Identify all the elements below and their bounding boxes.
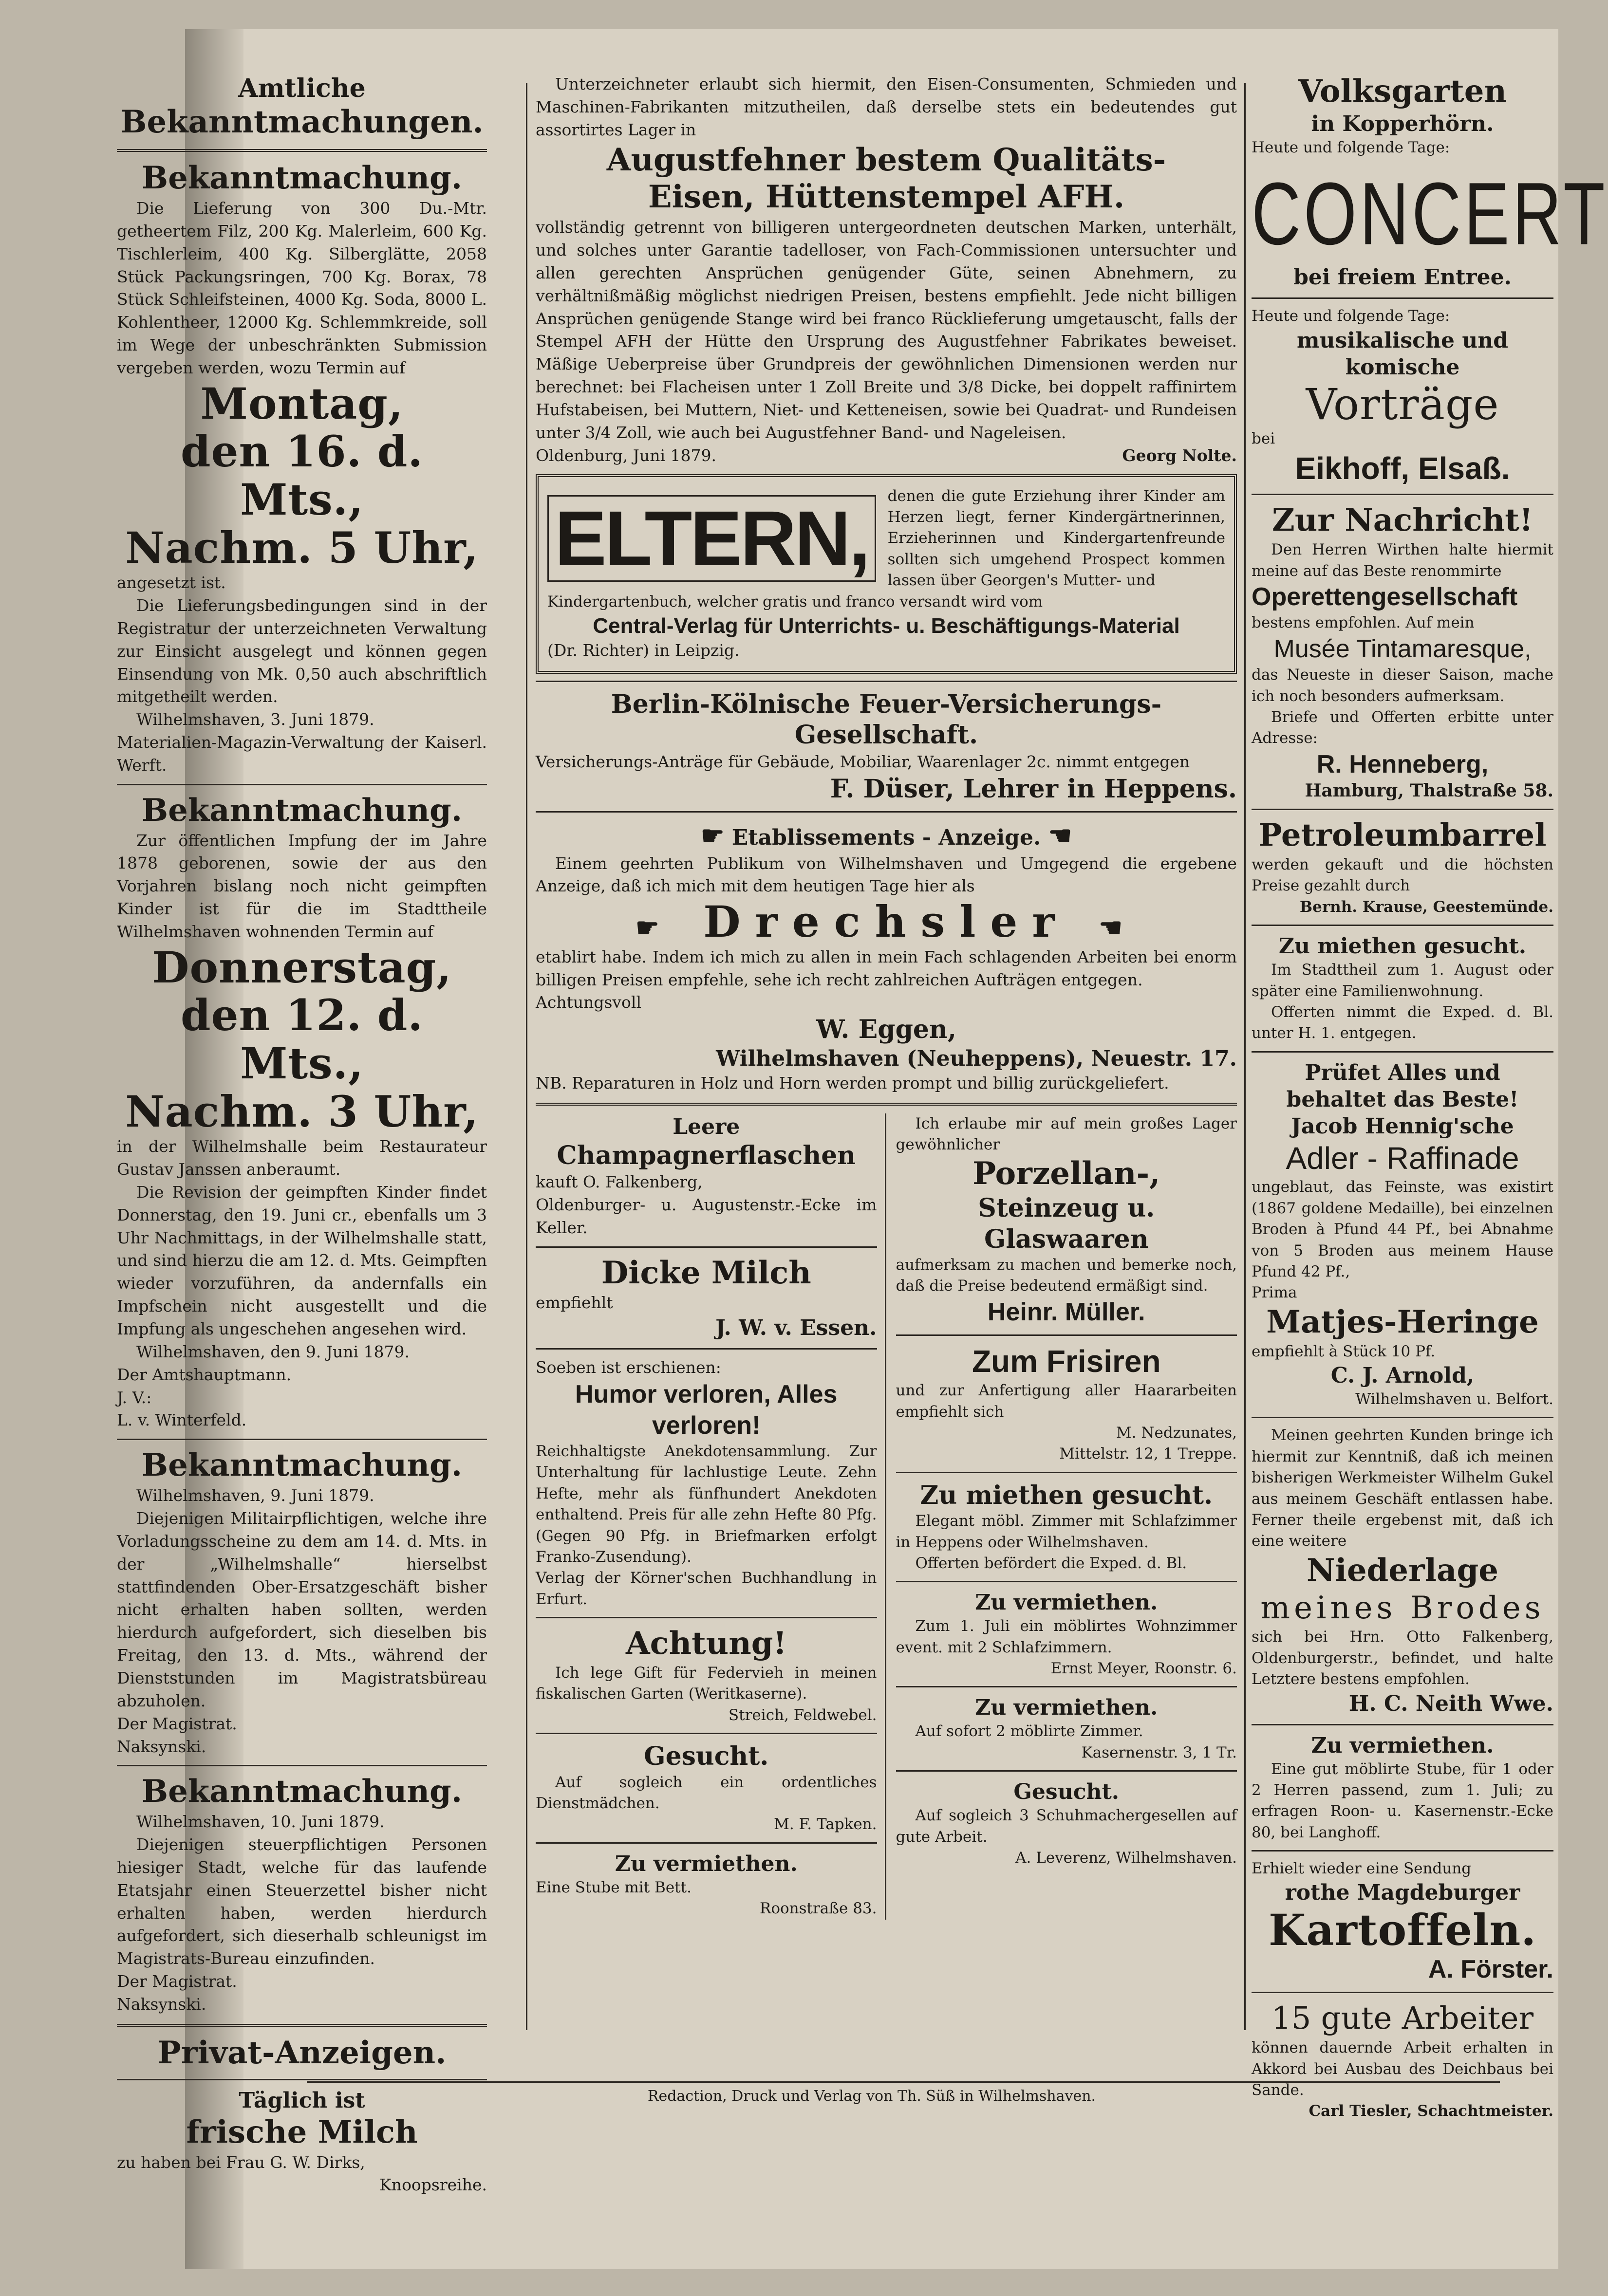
ad-title: 15 gute Arbeiter	[1271, 2000, 1534, 2037]
divider	[117, 2024, 487, 2027]
subcolumn-left	[536, 1113, 886, 1920]
ad-title: Zum Frisiren	[972, 1344, 1161, 1379]
divider	[896, 1686, 1237, 1687]
notice-militair	[117, 1447, 487, 1758]
ad-title: CONCERT	[1252, 164, 1608, 263]
ad-title: Petroleumbarrel	[1258, 817, 1547, 854]
divider	[536, 1842, 877, 1844]
ad-title: meines Brodes	[1260, 1590, 1545, 1626]
divider	[536, 811, 1237, 813]
subcolumn-right	[896, 1113, 1237, 1920]
ad-title	[536, 819, 1237, 852]
ad-title: Vorträge	[1306, 379, 1499, 429]
ad-place: Oldenburg, Juni 1879.	[536, 445, 717, 465]
ad-title: Humor verloren, Alles verloren!	[575, 1380, 838, 1440]
notice-text: angesetzt ist.	[117, 573, 226, 593]
divider	[1252, 1051, 1553, 1053]
ad-text: kauft O. Falkenberg,	[536, 1172, 703, 1192]
ad-title-text: Drechsler	[703, 896, 1069, 947]
ad-title: Zu miethen gesucht.	[920, 1480, 1213, 1510]
ad-title: Adler - Raffinade	[1286, 1140, 1519, 1176]
divider	[1252, 1724, 1553, 1725]
imprint	[185, 2081, 1558, 2105]
ad-text: Verlag der Körner'schen Buchhandlung in Erfurt.	[536, 1569, 877, 1608]
ad-note: NB. Reparaturen in Holz und Horn werden prompt und billig zurückgeliefert.	[536, 1073, 1169, 1092]
ad-text: bestens empfohlen. Auf mein	[1252, 614, 1475, 632]
notice-text: Die Lieferungsbedingungen sind in der Registratur der unterzeichneten Verwaltung zur Einsicht ausgelegt und können gegen Einsendung von Mk. 0,50 auch abschriftlich mitgetheilt werden.	[117, 595, 487, 706]
divider	[1252, 925, 1553, 926]
ad-henneberg	[1252, 502, 1553, 802]
ad-text: ungeblaut, das Feinste, was existirt (1867 goldene Medaille), bei einzelnen Broden à Pfund 44 Pf., bei Abnahme von 5 Broden aus meinem Hause Pfund 42 Pf.,	[1252, 1178, 1553, 1281]
ad-title: Prüfet Alles und behaltet das Beste!	[1286, 1060, 1519, 1112]
notice-signature: Der Magistrat.	[117, 1714, 237, 1733]
ad-title: Volksgarten	[1298, 73, 1507, 110]
notice-date: Montag,	[200, 378, 404, 429]
divider	[1252, 1417, 1553, 1418]
ad-niederlage	[1252, 1425, 1553, 1717]
ad-subtitle: in Kopperhörn.	[1311, 111, 1494, 136]
notice-signature: J. V.:	[117, 1388, 152, 1407]
ad-subtitle: musikalische und komische	[1296, 328, 1509, 380]
ad-text: etablirt habe. Indem ich mich zu allen in mein Fach schlagenden Arbeiten bei enorm billigen Preisen empfehle, sehe ich recht zahlreichen Aufträgen entgegen.	[536, 947, 1237, 989]
pointing-hand-right-icon: ☛	[700, 820, 725, 851]
column-right	[1252, 73, 1608, 2122]
ad-text: Meinen geehrten Kunden bringe ich hiermit zur Kenntniß, daß ich meinen bisherigen Werkmeister Wilhelm Gukel aus meinem Geschäft entlassen habe. Ferner theile ergebenst mit, daß ich eine weitere	[1252, 1426, 1553, 1550]
ad-text: Auf sogleich 3 Schuhmachergesellen auf gute Arbeit.	[896, 1807, 1237, 1846]
notice-material	[117, 160, 487, 777]
notice-signature: Naksynski.	[117, 1737, 206, 1756]
ad-text: können dauernde Arbeit erhalten in Akkord bei Ausbau des Deichbaus bei Sande.	[1252, 2039, 1553, 2099]
ad-zu-miethen	[1252, 933, 1553, 1044]
notice-steuer	[117, 1773, 487, 2016]
ad-text: aufmerksam zu machen und bemerke noch, daß die Preise bedeutend ermäßigt sind.	[896, 1256, 1237, 1295]
ad-text: empfiehlt	[536, 1293, 613, 1313]
pointing-hand-right-icon: ☛	[636, 912, 674, 944]
ad-title: Zu vermiethen.	[1311, 1733, 1494, 1758]
ad-title: Gesellschaft.	[794, 720, 978, 750]
notice-text: Die Lieferung von 300 Du.-Mtr. getheertem Filz, 200 Kg. Malerleim, 600 Kg. Tischlerleim, 400 Kg. Silberglätte, 2058 Stück Packungsringen, 700 Kg. Borax, 78 Stück Schleifsteinen, 4000 Kg. Soda, 8000 L. Kohlentheer, 12000 Kg. Schlemmkreide, soll im Wege der unbeschränkten Submission vergeben werden, wozu Termin auf	[117, 199, 487, 378]
ad-raffinade	[1252, 1059, 1553, 1410]
ad-signature: A. Leverenz, Wilhelmshaven.	[1015, 1849, 1237, 1867]
imprint-text: Redaction, Druck und Verlag von Th. Süß in Wilhelmshaven.	[647, 2088, 1096, 2105]
ad-title: Operettengesellschaft	[1252, 582, 1518, 611]
ad-vermiethen	[1252, 1732, 1553, 1844]
ad-text: Soeben ist erschienen:	[536, 1358, 721, 1377]
divider	[117, 1439, 487, 1440]
ad-signature: Streich, Feldwebel.	[728, 1706, 877, 1724]
divider	[1252, 297, 1553, 299]
ad-signature: Bernh. Krause, Geestemünde.	[1299, 898, 1553, 916]
notice-text: Diejenigen steuerpflichtigen Personen hiesiger Stadt, welche für das laufende Etatsjahr einen Steuerzettel bisher nicht erhalten haben, werden hierdurch aufgefordert, sich dieserhalb schleunigst im Magistrats-Bureau einzufinden.	[117, 1835, 487, 1968]
divider	[896, 1770, 1237, 1772]
ad-signature: Georg Nolte.	[1122, 445, 1237, 465]
notice-text: Zur öffentlichen Impfung der im Jahre 1878 geborenen, sowie der aus den Vorjahren bislang noch nicht geimpften Kinder ist für die im Stadttheile Wilhelmshaven wohnenden Termin auf	[117, 831, 487, 942]
divider	[117, 784, 487, 785]
divider	[896, 1472, 1237, 1473]
section-heading: Privat-Anzeigen.	[157, 2034, 447, 2071]
ad-title: Zu miethen gesucht.	[1278, 934, 1527, 959]
ad-address: Kasernenstr. 3, 1 Tr.	[1081, 1743, 1237, 1761]
ad-kartoffeln	[1252, 1858, 1553, 1985]
notice-signature: L. v. Winterfeld.	[117, 1410, 247, 1430]
ad-title: Kartoffeln.	[1269, 1905, 1536, 1956]
ad-title: Gesucht.	[1013, 1779, 1120, 1805]
ad-subtitle: bei freiem Entree.	[1293, 265, 1512, 290]
ad-text: Eine Stube mit Bett.	[536, 1878, 692, 1896]
notice-date: den 12. d. Mts.,	[180, 990, 424, 1089]
ad-text: Den Herren Wirthen halte hiermit meine auf das Beste renommirte	[1252, 541, 1553, 580]
ad-signature: M. F. Tapken.	[774, 1815, 877, 1833]
ad-address: Roonstraße 83.	[759, 1900, 877, 1918]
ad-text: empfiehlt à Stück 10 Pf.	[1252, 1342, 1436, 1360]
ad-text: Eine gut möblirte Stube, für 1 oder 2 Herren passend, zum 1. Juli; zu erfragen Roon- u. Kasernenstr.-Ecke 80, bei Langhoff.	[1252, 1760, 1553, 1841]
notice-text: Diejenigen Militairpflichtigen, welche ihre Vorladungsscheine zu dem am 14. d. Mts. in der „Wilhelmshalle“ hierselbst stattfindenden Ober-Ersatzgeschäft bisher nicht erhalten haben sollten, werden hierdurch aufgefordert, sich dieselben bis Freitag, den 13. d. Mts., während der Dienststunden im Magistratsbüreau abzuholen.	[117, 1508, 487, 1710]
ad-title: Niederlage	[1307, 1552, 1498, 1589]
ad-address: Knoopsreihe.	[379, 2175, 487, 2195]
ad-text: Ich erlaube mir auf mein großes Lager gewöhnlicher	[896, 1114, 1237, 1154]
ad-text: und zur Anfertigung aller Haararbeiten empfiehlt sich	[896, 1382, 1237, 1421]
ad-title: Gesucht.	[644, 1741, 769, 1772]
ad-title: frische Milch	[186, 2113, 418, 2150]
ad-text: Offerten befördert die Exped. d. Bl.	[915, 1554, 1187, 1572]
ad-subtitle: rothe Magdeburger	[1285, 1880, 1520, 1906]
divider	[536, 1617, 877, 1618]
ad-address: Oldenburger- u. Augustenstr.-Ecke im Keller.	[536, 1195, 877, 1237]
divider	[1252, 1850, 1553, 1852]
ad-line: Täglich ist	[239, 2088, 365, 2113]
divider	[307, 2081, 1500, 2083]
ad-text: Elegant möbl. Zimmer mit Schlafzimmer in Heppens oder Wilhelmshaven.	[896, 1512, 1237, 1551]
ad-text: sich bei Hrn. Otto Falkenberg, Oldenburgerstr., befindet, und halte Letztere bestens empfohlen.	[1252, 1628, 1553, 1688]
ad-text: Auf sofort 2 möblirte Zimmer.	[915, 1722, 1143, 1741]
ad-signature: C. J. Arnold,	[1330, 1363, 1475, 1389]
notice-signature: Naksynski.	[117, 1995, 206, 2014]
ad-address: Wilhelmshaven (Neuheppens), Neuestr. 17.	[716, 1046, 1237, 1071]
ad-title: Champagnerflaschen	[557, 1140, 856, 1170]
ad-signature: Heinr. Müller.	[987, 1297, 1145, 1326]
divider	[536, 1246, 877, 1248]
ad-publisher: (Dr. Richter) in Leipzig.	[547, 640, 740, 660]
ad-address: Hamburg, Thalstraße 58.	[1305, 780, 1553, 801]
ad-address: Wilhelmshaven u. Belfort.	[1355, 1390, 1553, 1408]
ad-text: Ich lege Gift für Federvieh in meinen fiskalischen Garten (Weritkaserne).	[536, 1664, 877, 1703]
ad-title: Leere	[673, 1114, 740, 1139]
notice-place: Wilhelmshaven, 10. Juni 1879.	[136, 1812, 385, 1832]
section-heading: Bekanntmachungen.	[120, 104, 484, 141]
ad-signature: M. Nedzunates,	[1116, 1424, 1237, 1442]
notice-text: in der Wilhelmshalle beim Restaurateur Gustav Janssen anberaumt.	[117, 1137, 487, 1179]
divider	[896, 1334, 1237, 1336]
ad-text: Unterzeichneter erlaubt sich hiermit, den Eisen-Consumenten, Schmieden und Maschinen-Fabrikanten mitzutheilen, daß derselbe stets ein bedeutendes gut assortirtes Lager in	[536, 74, 1237, 139]
pointing-hand-left-icon: ☚	[1048, 820, 1072, 851]
ad-eltern-top	[547, 486, 1225, 592]
ad-versicherung	[536, 689, 1237, 804]
ad-title: Eikhoff, Elsaß.	[1295, 450, 1510, 486]
notice-title: Bekanntmachung.	[141, 160, 463, 197]
ad-petroleum	[1252, 817, 1553, 918]
notice-text: Die Revision der geimpften Kinder findet Donnerstag, den 19. Juni cr., ebenfalls um 3 Uhr Nachmittags, in der Wilhelmshalle statt, und sind hierzu die am 12. d. Mts. Geimpften wieder vorzuführen, da andernfalls ein Impfschein nicht ausgestellt und die Impfung als ungeschehen angesehen wird.	[117, 1182, 487, 1338]
ad-text: Im Stadttheil zum 1. August oder später eine Familienwohnung.	[1252, 961, 1553, 1000]
notice-impfung	[117, 792, 487, 1432]
notice-signature: Der Magistrat.	[117, 1972, 237, 1991]
ad-title: ELTERN,	[547, 495, 876, 582]
ad-title: Berlin-Kölnische Feuer-Versicherungs-	[611, 689, 1162, 719]
newspaper-page	[117, 29, 1608, 2269]
ad-text: zu haben bei Frau G. W. Dirks,	[117, 2152, 365, 2172]
ad-text: Achtungsvoll	[536, 993, 642, 1012]
subcolumns	[536, 1113, 1237, 1920]
ad-text: Einem geehrten Publikum von Wilhelmshaven und Umgegend die ergebene Anzeige, daß ich mich mit dem heutigen Tage hier als	[536, 853, 1237, 896]
ad-text: Zum 1. Juli ein möblirtes Wohnzimmer event. mit 2 Schlafzimmern.	[896, 1617, 1237, 1656]
ad-title: Zu vermiethen.	[615, 1851, 798, 1876]
divider	[536, 681, 1237, 682]
divider	[536, 1348, 877, 1350]
ad-title: Eisen, Hüttenstempel AFH.	[648, 179, 1125, 216]
ad-text: Heute und folgende Tage:	[1252, 138, 1450, 156]
divider	[1252, 1992, 1553, 1993]
ad-augustfehn	[536, 73, 1237, 467]
ad-text: Heute und folgende Tage:	[1252, 307, 1450, 325]
ad-text: Kindergartenbuch, welcher gratis und franco versandt wird vom	[547, 593, 1043, 611]
ad-text: Reichhaltigste Anekdotensammlung. Zur Unterhaltung für lachlustige Leute. Zehn Hefte, mehr als fünfhundert Anekdoten enthaltend. Preis für alle zehn Hefte 80 Pfg. (Gegen 90 Pfg. in Briefmarken erfolgt Franko-Zusendung).	[536, 1443, 877, 1566]
ad-text: das Neueste in dieser Saison, mache ich noch besonders aufmerksam.	[1252, 666, 1553, 705]
notice-date: Donnerstag,	[152, 942, 452, 993]
ad-title	[536, 898, 1237, 946]
ad-title: Matjes-Heringe	[1266, 1303, 1539, 1340]
ad-text: vollständig getrennt von billigeren untergeordneten deutschen Marken, unterhält, und solches unter Garantie tadelloser, von Fach-Commissionen untersuchter und allen gerechten Ansprüchen genügender Güte, seinen Abnehmern, zu verhältnißmäßig möglichst niedrigen Preisen, bestens empfiehlt. Jede nicht billigen Ansprüchen genügende Stange wird bei franco Rücklieferung umgetauscht, falls der Stempel AFH der Hütte den Ursprung des Augustfehner Fabrikates beweiset. Mäßige Ueberpreise über Grundpreis der gewöhnlichen Dimensionen werden nur berechnet: bei Flacheisen unter 1 Zoll Breite und 3/8 Dicke, bei doppelt raffinirtem Hufstabeisen, bei Muttern, Niet- und Ketteneisen, sowie bei Quadrat- und Rundeisen unter 3/4 Zoll, wie auch bei Augustfehner Band- und Nageleisen.	[536, 218, 1237, 442]
ad-signature: R. Henneberg,	[1316, 750, 1489, 778]
ad-title: Augustfehner bestem Qualitäts-	[606, 141, 1166, 178]
ad-footer	[536, 444, 1237, 467]
notice-place: Wilhelmshaven, 9. Juni 1879.	[136, 1486, 374, 1505]
divider	[1252, 494, 1553, 495]
ad-signature: W. Eggen,	[816, 1015, 956, 1045]
divider	[1252, 809, 1553, 810]
divider	[536, 1103, 1237, 1106]
ad-volksgarten	[1252, 73, 1608, 487]
ad-signature: A. Förster.	[1428, 1955, 1553, 1984]
ad-text: Offerten nimmt die Exped. d. Bl. unter H. 1. entgegen.	[1252, 1003, 1553, 1042]
column-left	[117, 73, 487, 2197]
ad-signature: Carl Tiesler, Schachtmeister.	[1309, 2102, 1553, 2120]
notice-date: den 16. d. Mts.,	[180, 426, 424, 525]
ad-title: Zu vermiethen.	[975, 1590, 1158, 1615]
ad-title: Zu vermiethen.	[975, 1695, 1158, 1721]
ad-signature: Ernst Meyer, Roonstr. 6.	[1050, 1660, 1237, 1678]
notice-title: Bekanntmachung.	[141, 1447, 463, 1484]
divider	[117, 1765, 487, 1766]
ad-text: werden gekauft und die höchsten Preise gezahlt durch	[1252, 855, 1553, 895]
notice-place: Wilhelmshaven, 3. Juni 1879.	[136, 710, 374, 729]
ad-signature: F. Düser, Lehrer in Heppens.	[830, 774, 1237, 804]
column-rule	[1244, 83, 1246, 2030]
ad-publisher: Central-Verlag für Unterrichts- u. Beschäftigungs-Material	[593, 613, 1180, 638]
ad-drechsler	[536, 819, 1237, 1095]
ad-text: denen die gute Erziehung ihrer Kinder am Herzen liegt, ferner Kindergärtnerinnen, Erzieherinnen und Kindergartenfreunde sollten sich umgehend Prospect kommen lassen über Georgen's Mutter- und	[887, 487, 1225, 590]
notice-signature: Materialien-Magazin-Verwaltung der Kaiserl. Werft.	[117, 733, 487, 775]
divider	[896, 1581, 1237, 1582]
notice-signature: Der Amtshauptmann.	[117, 1365, 292, 1384]
notice-date: Nachm. 5 Uhr,	[125, 522, 479, 573]
ad-signature: J. W. v. Essen.	[715, 1315, 877, 1341]
ad-signature: H. C. Neith Wwe.	[1348, 1691, 1553, 1716]
ad-text: Erhielt wieder eine Sendung	[1252, 1860, 1472, 1878]
ad-text: Auf sogleich ein ordentliches Dienstmädchen.	[536, 1773, 877, 1812]
notice-title: Bekanntmachung.	[141, 792, 463, 829]
notice-title: Bekanntmachung.	[141, 1773, 463, 1810]
divider	[536, 1733, 877, 1734]
ad-title: Dicke Milch	[601, 1254, 811, 1291]
ad-text: Briefe und Offerten erbitte unter Adresse:	[1252, 708, 1553, 747]
ad-title: Porzellan-,	[972, 1155, 1160, 1192]
ad-title: Achtung!	[625, 1625, 787, 1662]
ad-subtitle: Jacob Hennig'sche	[1291, 1113, 1514, 1139]
notice-place: Wilhelmshaven, den 9. Juni 1879.	[136, 1342, 410, 1361]
ad-eltern	[536, 474, 1237, 674]
column-rule	[526, 83, 527, 2030]
column-middle	[536, 73, 1237, 1920]
ad-text: bei	[1252, 430, 1275, 448]
ad-title: Steinzeug u. Glaswaaren	[978, 1193, 1155, 1254]
ad-text: Prima	[1252, 1284, 1297, 1302]
ad-text: Versicherungs-Anträge für Gebäude, Mobiliar, Waarenlager 2c. nimmt entgegen	[536, 752, 1190, 771]
ad-address: Mittelstr. 12, 1 Treppe.	[1059, 1445, 1237, 1463]
pointing-hand-left-icon: ☚	[1099, 912, 1137, 944]
divider	[117, 149, 487, 152]
ad-title: Musée Tintamaresque,	[1273, 634, 1532, 663]
section-heading: Amtliche	[238, 74, 366, 103]
divider	[117, 2079, 487, 2080]
ad-title: Zur Nachricht!	[1272, 502, 1533, 539]
notice-date: Nachm. 3 Uhr,	[125, 1086, 479, 1137]
ad-title-text: Etablissements - Anzeige.	[731, 825, 1041, 850]
